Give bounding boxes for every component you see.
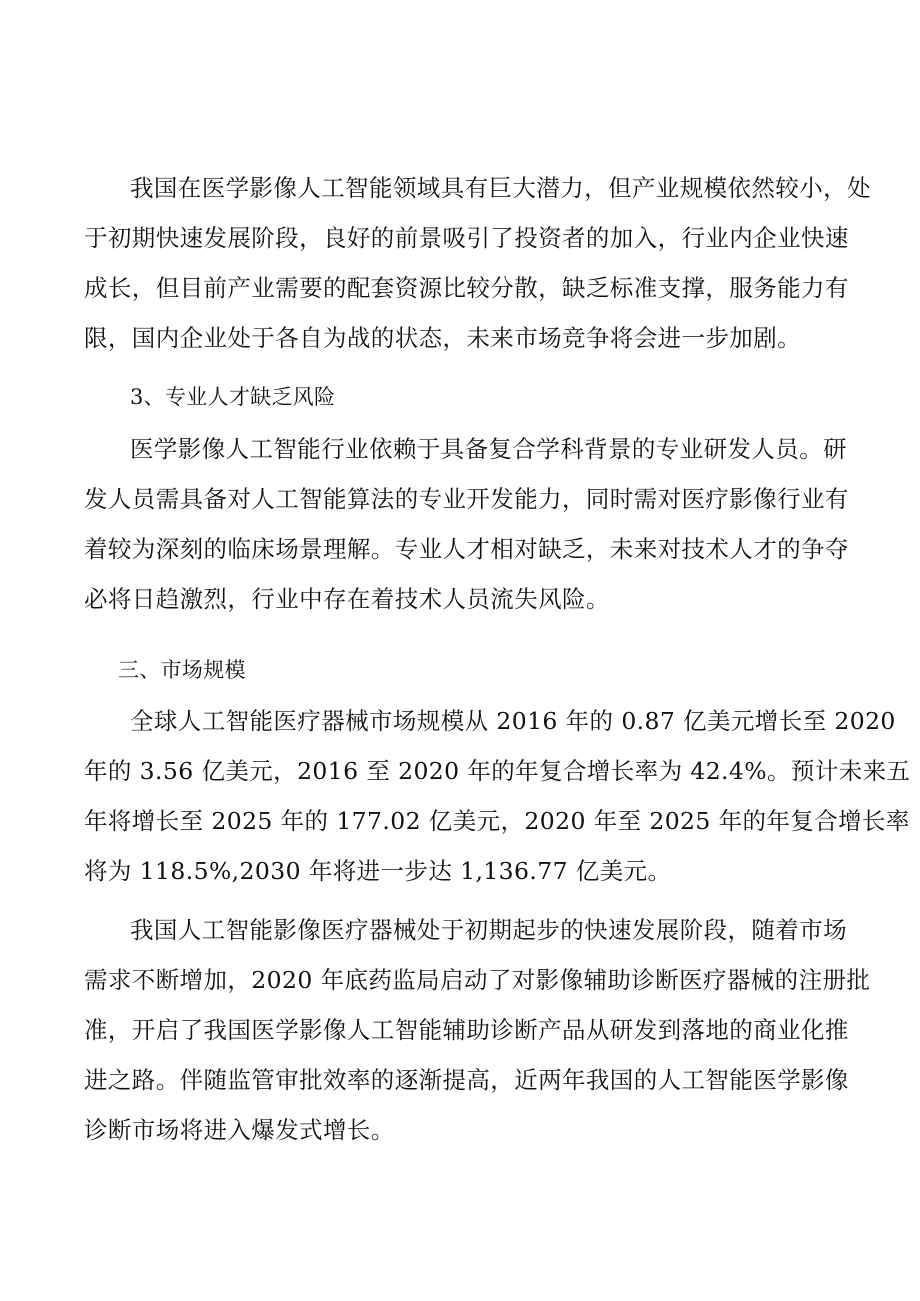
paragraph-line: 我国在医学影像人工智能领域具有巨大潜力，但产业规模依然较小，处	[130, 174, 871, 202]
paragraph-line: 必将日趋激烈，行业中存在着技术人员流失风险。	[84, 585, 610, 613]
paragraph-line: 限，国内企业处于各自为战的状态，未来市场竞争将会进一步加剧。	[84, 324, 801, 352]
paragraph-line: 着较为深刻的临床场景理解。专业人才相对缺乏，未来对技术人才的争夺	[84, 535, 849, 563]
paragraph-line: 年的 3.56 亿美元，2016 至 2020 年的年复合增长率为 42.4%。预计未来五	[84, 757, 911, 785]
paragraph-line: 进之路。伴随监管审批效率的逐渐提高，近两年我国的人工智能医学影像	[84, 1066, 849, 1094]
paragraph-line: 诊断市场将进入爆发式增长。	[84, 1116, 395, 1144]
paragraph-line: 年将增长至 2025 年的 177.02 亿美元，2020 年至 2025 年的年复合增长率	[84, 807, 910, 835]
section-heading-market-size: 三、市场规模	[118, 658, 246, 682]
paragraph-line: 全球人工智能医疗器械市场规模从 2016 年的 0.87 亿美元增长至 2020	[130, 707, 896, 735]
paragraph-line: 将为 118.5%,2030 年将进一步达 1,136.77 亿美元。	[84, 857, 672, 885]
paragraph-line: 发人员需具备对人工智能算法的专业开发能力，同时需对医疗影像行业有	[84, 485, 849, 513]
paragraph-line: 我国人工智能影像医疗器械处于初期起步的快速发展阶段，随着市场	[130, 916, 847, 944]
paragraph-line: 于初期快速发展阶段，良好的前景吸引了投资者的加入，行业内企业快速	[84, 224, 849, 252]
subheading-talent-risk: 3、专业人才缺乏风险	[130, 385, 336, 409]
paragraph-line: 准，开启了我国医学影像人工智能辅助诊断产品从研发到落地的商业化推	[84, 1016, 849, 1044]
paragraph-line: 成长，但目前产业需要的配套资源比较分散，缺乏标准支撑，服务能力有	[84, 274, 849, 302]
paragraph-line: 医学影像人工智能行业依赖于具备复合学科背景的专业研发人员。研	[130, 435, 847, 463]
paragraph-line: 需求不断增加，2020 年底药监局启动了对影像辅助诊断医疗器械的注册批	[84, 966, 871, 994]
